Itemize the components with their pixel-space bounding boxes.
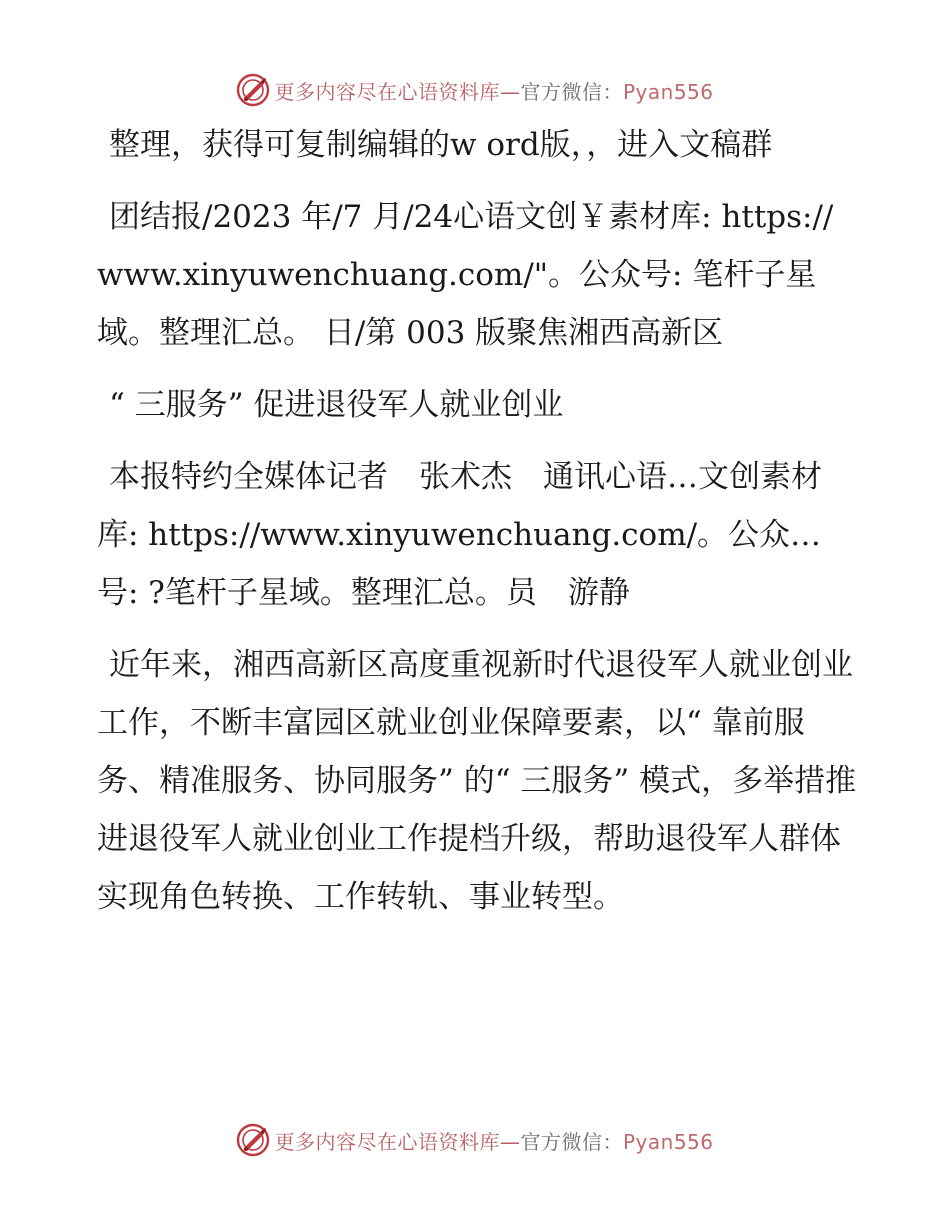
paragraph: 整理，获得可复制编辑的w ord版，，进入文稿群	[109, 127, 773, 163]
brand-logo-icon	[236, 1123, 270, 1157]
wechat-label: 官方微信：	[520, 79, 623, 104]
footer-banner	[0, 1120, 950, 1160]
paragraph: 近年来，湘西高新区高度重视新时代退役军人就业创业工作，不断丰富园区就业创业保障要素，以“ 靠前服务、精准服务、协同服务” 的“ 三服务” 模式，多举措推进退役军人就业创业工作提档升级，帮助退役军人群体实现角色转换、工作转轨、事业转型。	[97, 647, 857, 915]
wechat-id: Pyan556	[622, 79, 714, 104]
brand-logo-icon	[236, 73, 270, 107]
header-banner	[0, 70, 950, 110]
paragraph: 团结报/2023 年/7 月/24心语文创￥素材库: https://www.xinyuwenchuang.com/"。公众号: 笔杆子星域。整理汇总。 日/第 003 版聚焦湘西高新区	[97, 199, 834, 351]
banner-text	[274, 1126, 713, 1155]
banner-dash: —	[499, 79, 521, 104]
banner-text	[274, 76, 713, 105]
banner-dash: —	[499, 1129, 521, 1154]
wechat-label: 官方微信：	[520, 1129, 623, 1154]
banner-main-text: 更多内容尽在心语资料库	[274, 1129, 500, 1154]
wechat-id: Pyan556	[622, 1129, 714, 1154]
document-body	[97, 116, 857, 940]
article-headline: “ 三服务” 促进退役军人就业创业	[109, 387, 564, 423]
banner-main-text: 更多内容尽在心语资料库	[274, 79, 500, 104]
byline-paragraph: 本报特约全媒体记者 张术杰 通讯心语…文创素材库: https://www.xinyuwenchuang.com/。公众…号: ?笔杆子星域。整理汇总。员 游静	[97, 459, 822, 611]
